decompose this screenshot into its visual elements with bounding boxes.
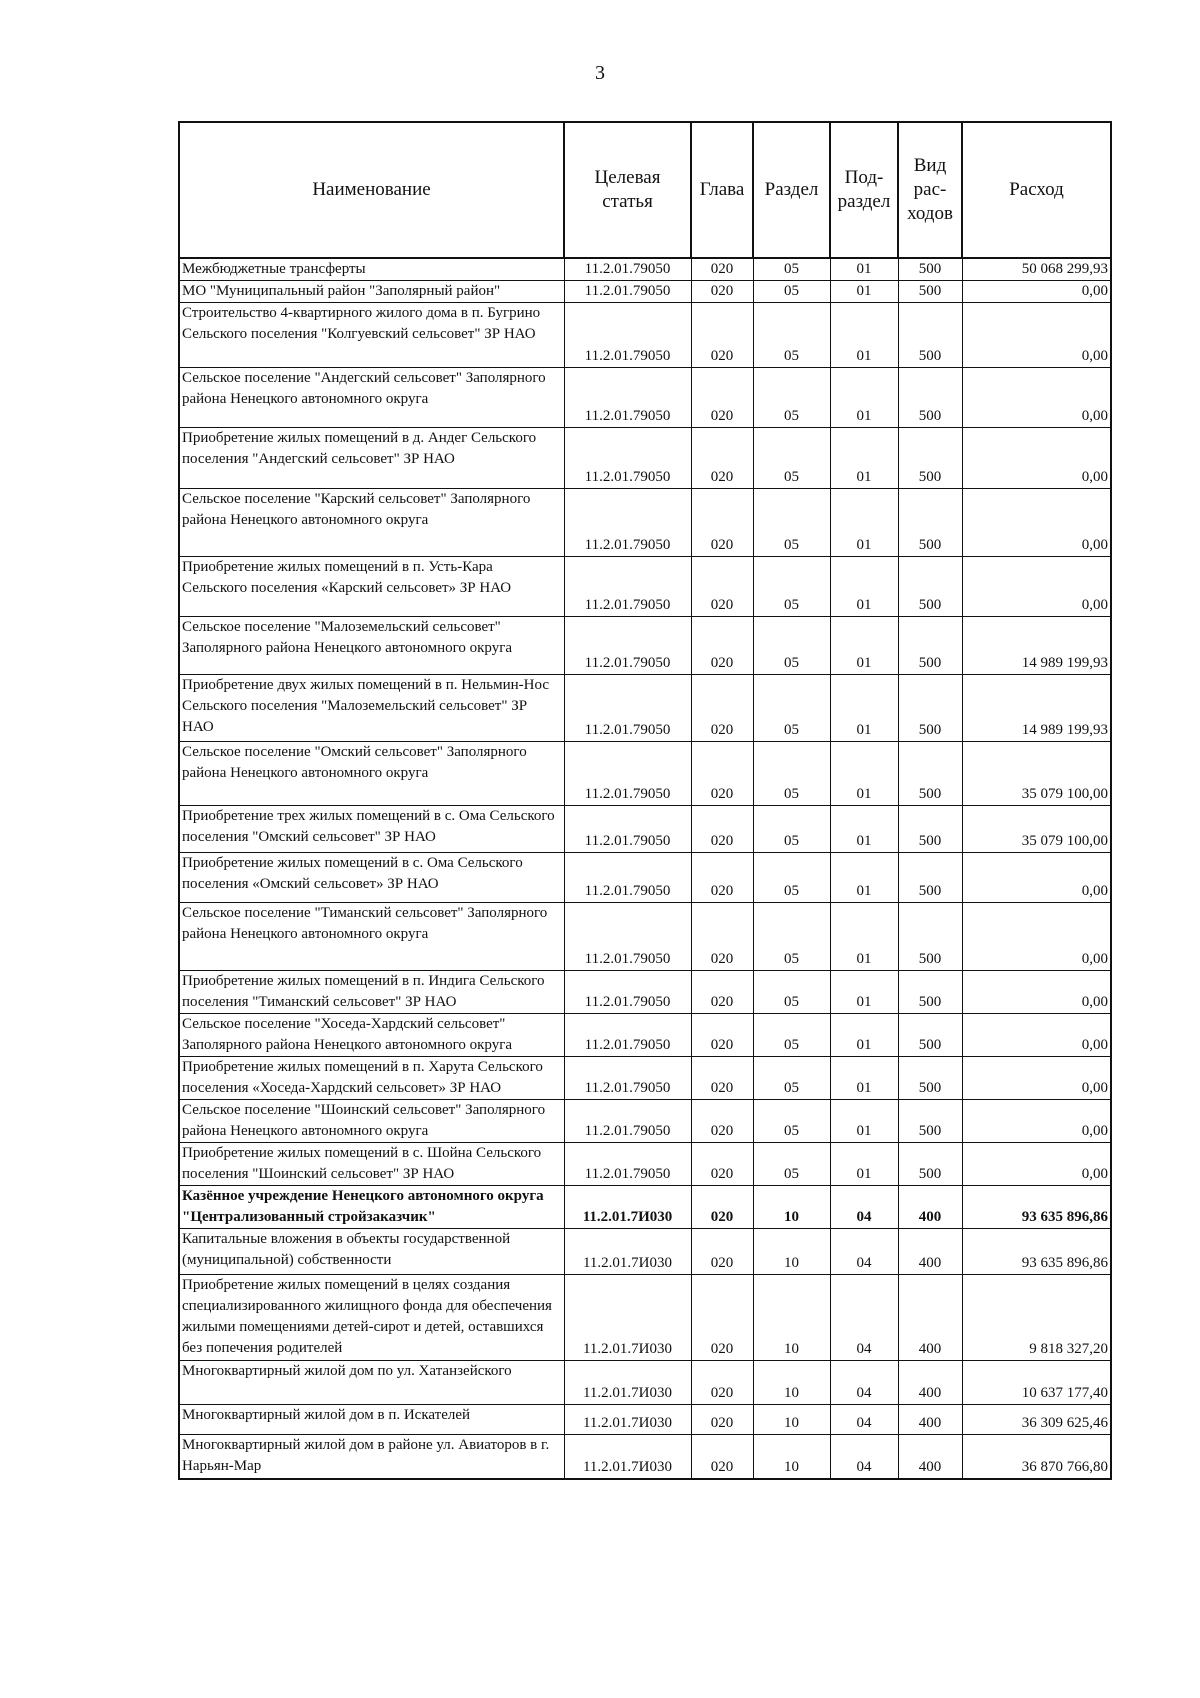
row-target-cell: 11.2.01.79050	[564, 281, 691, 303]
budget-table	[178, 121, 1112, 1480]
row-section-cell: 05	[753, 281, 830, 303]
row-section-cell: 05	[753, 903, 830, 971]
row-subsection-cell: 01	[830, 617, 898, 675]
row-subsection-cell: 01	[830, 675, 898, 742]
row-section-cell: 05	[753, 617, 830, 675]
row-chapter-cell: 020	[691, 428, 753, 489]
row-subsection-cell: 01	[830, 1143, 898, 1186]
row-name-cell: МО "Муниципальный район "Заполярный район"	[179, 281, 564, 303]
row-expense-type-cell: 500	[898, 806, 962, 853]
row-name-cell: Сельское поселение "Карский сельсовет" Заполярного района Ненецкого автономного округа	[179, 489, 564, 557]
row-subsection-cell: 01	[830, 489, 898, 557]
table-row	[179, 1057, 1111, 1100]
row-amount-cell: 0,00	[962, 368, 1111, 428]
row-section-cell: 05	[753, 971, 830, 1014]
row-expense-type-cell: 500	[898, 675, 962, 742]
row-expense-type-cell: 500	[898, 742, 962, 806]
table-row	[179, 1100, 1111, 1143]
header-expense-type: Вид рас-ходов	[898, 122, 962, 258]
row-target-cell: 11.2.01.79050	[564, 557, 691, 617]
page-number: 3	[595, 62, 605, 84]
row-chapter-cell: 020	[691, 1143, 753, 1186]
row-amount-cell: 0,00	[962, 281, 1111, 303]
row-section-cell: 05	[753, 557, 830, 617]
table-row	[179, 428, 1111, 489]
header-chapter: Глава	[691, 122, 753, 258]
row-section-cell: 10	[753, 1186, 830, 1229]
row-name-cell: Приобретение жилых помещений в с. Шойна Сельского поселения "Шоинский сельсовет" ЗР НАО	[179, 1143, 564, 1186]
row-amount-cell: 0,00	[962, 489, 1111, 557]
row-chapter-cell: 020	[691, 303, 753, 368]
row-amount-cell: 93 635 896,86	[962, 1186, 1111, 1229]
row-subsection-cell: 01	[830, 1100, 898, 1143]
row-subsection-cell: 01	[830, 557, 898, 617]
row-expense-type-cell: 400	[898, 1361, 962, 1405]
row-target-cell: 11.2.01.79050	[564, 1143, 691, 1186]
header-amount: Расход	[962, 122, 1111, 258]
row-name-cell: Приобретение жилых помещений в п. Харута Сельского поселения «Хоседа-Хардский сельсовет» ЗР НАО	[179, 1057, 564, 1100]
row-section-cell: 10	[753, 1361, 830, 1405]
row-chapter-cell: 020	[691, 1275, 753, 1361]
table-row	[179, 806, 1111, 853]
row-amount-cell: 93 635 896,86	[962, 1229, 1111, 1275]
table-row	[179, 742, 1111, 806]
row-amount-cell: 0,00	[962, 1100, 1111, 1143]
row-subsection-cell: 01	[830, 303, 898, 368]
row-name-cell: Многоквартирный жилой дом в п. Искателей	[179, 1405, 564, 1435]
row-target-cell: 11.2.01.79050	[564, 368, 691, 428]
row-expense-type-cell: 500	[898, 489, 962, 557]
row-expense-type-cell: 500	[898, 1100, 962, 1143]
row-name-cell: Приобретение жилых помещений в с. Ома Сельского поселения «Омский сельсовет» ЗР НАО	[179, 853, 564, 903]
row-target-cell: 11.2.01.79050	[564, 1057, 691, 1100]
row-amount-cell: 14 989 199,93	[962, 675, 1111, 742]
row-subsection-cell: 01	[830, 1057, 898, 1100]
row-target-cell: 11.2.01.79050	[564, 489, 691, 557]
row-chapter-cell: 020	[691, 258, 753, 281]
row-amount-cell: 36 309 625,46	[962, 1405, 1111, 1435]
row-section-cell: 10	[753, 1275, 830, 1361]
table-row	[179, 258, 1111, 281]
row-subsection-cell: 04	[830, 1229, 898, 1275]
row-amount-cell: 0,00	[962, 1143, 1111, 1186]
row-name-cell: Сельское поселение "Хоседа-Хардский сельсовет" Заполярного района Ненецкого автономного округа	[179, 1014, 564, 1057]
row-section-cell: 05	[753, 1143, 830, 1186]
row-target-cell: 11.2.01.79050	[564, 806, 691, 853]
row-expense-type-cell: 500	[898, 1057, 962, 1100]
table-header	[179, 122, 1111, 258]
table-row	[179, 281, 1111, 303]
header-subsection: Под-раздел	[830, 122, 898, 258]
row-name-cell: Капитальные вложения в объекты государственной (муниципальной) собственности	[179, 1229, 564, 1275]
row-section-cell: 05	[753, 853, 830, 903]
table-row	[179, 1143, 1111, 1186]
row-subsection-cell: 01	[830, 1014, 898, 1057]
row-chapter-cell: 020	[691, 971, 753, 1014]
row-amount-cell: 0,00	[962, 971, 1111, 1014]
row-amount-cell: 35 079 100,00	[962, 806, 1111, 853]
row-amount-cell: 0,00	[962, 557, 1111, 617]
row-expense-type-cell: 500	[898, 258, 962, 281]
row-chapter-cell: 020	[691, 617, 753, 675]
row-subsection-cell: 01	[830, 903, 898, 971]
row-expense-type-cell: 500	[898, 903, 962, 971]
table-row	[179, 1275, 1111, 1361]
table-row	[179, 303, 1111, 368]
row-name-cell: Приобретение жилых помещений в целях создания специализированного жилищного фонда для обеспечения жилыми помещениями детей-сирот и детей, оставшихся без попечения родителей	[179, 1275, 564, 1361]
table-row	[179, 1014, 1111, 1057]
row-chapter-cell: 020	[691, 853, 753, 903]
row-chapter-cell: 020	[691, 281, 753, 303]
row-name-cell: Строительство 4-квартирного жилого дома в п. Бугрино Сельского поселения "Колгуевский сельсовет" ЗР НАО	[179, 303, 564, 368]
row-amount-cell: 0,00	[962, 853, 1111, 903]
row-target-cell: 11.2.01.79050	[564, 1100, 691, 1143]
row-target-cell: 11.2.01.79050	[564, 428, 691, 489]
row-section-cell: 05	[753, 1014, 830, 1057]
row-amount-cell: 50 068 299,93	[962, 258, 1111, 281]
row-subsection-cell: 04	[830, 1275, 898, 1361]
row-expense-type-cell: 500	[898, 557, 962, 617]
row-subsection-cell: 01	[830, 742, 898, 806]
row-expense-type-cell: 500	[898, 428, 962, 489]
row-subsection-cell: 01	[830, 428, 898, 489]
row-chapter-cell: 020	[691, 489, 753, 557]
row-target-cell: 11.2.01.7И030	[564, 1229, 691, 1275]
row-target-cell: 11.2.01.79050	[564, 903, 691, 971]
row-expense-type-cell: 400	[898, 1405, 962, 1435]
row-chapter-cell: 020	[691, 1057, 753, 1100]
row-section-cell: 05	[753, 258, 830, 281]
row-chapter-cell: 020	[691, 1229, 753, 1275]
row-amount-cell: 35 079 100,00	[962, 742, 1111, 806]
row-amount-cell: 0,00	[962, 428, 1111, 489]
row-amount-cell: 9 818 327,20	[962, 1275, 1111, 1361]
row-expense-type-cell: 400	[898, 1435, 962, 1479]
row-amount-cell: 0,00	[962, 903, 1111, 971]
table-row	[179, 557, 1111, 617]
row-target-cell: 11.2.01.79050	[564, 675, 691, 742]
row-subsection-cell: 01	[830, 853, 898, 903]
row-name-cell: Сельское поселение "Шоинский сельсовет" Заполярного района Ненецкого автономного округа	[179, 1100, 564, 1143]
row-subsection-cell: 01	[830, 806, 898, 853]
header-section: Раздел	[753, 122, 830, 258]
row-subsection-cell: 04	[830, 1186, 898, 1229]
row-chapter-cell: 020	[691, 1435, 753, 1479]
table-row	[179, 1405, 1111, 1435]
row-chapter-cell: 020	[691, 675, 753, 742]
table-row	[179, 853, 1111, 903]
row-expense-type-cell: 500	[898, 971, 962, 1014]
row-expense-type-cell: 400	[898, 1229, 962, 1275]
row-expense-type-cell: 500	[898, 1143, 962, 1186]
table-row	[179, 489, 1111, 557]
row-target-cell: 11.2.01.7И030	[564, 1435, 691, 1479]
table-row	[179, 1186, 1111, 1229]
row-expense-type-cell: 400	[898, 1275, 962, 1361]
row-target-cell: 11.2.01.79050	[564, 1014, 691, 1057]
row-amount-cell: 14 989 199,93	[962, 617, 1111, 675]
row-section-cell: 05	[753, 1057, 830, 1100]
row-section-cell: 05	[753, 368, 830, 428]
table-row	[179, 368, 1111, 428]
row-amount-cell: 0,00	[962, 1057, 1111, 1100]
row-name-cell: Многоквартирный жилой дом в районе ул. Авиаторов в г. Нарьян-Мар	[179, 1435, 564, 1479]
table-row	[179, 617, 1111, 675]
row-amount-cell: 0,00	[962, 1014, 1111, 1057]
row-expense-type-cell: 500	[898, 368, 962, 428]
row-name-cell: Многоквартирный жилой дом по ул. Хатанзейского	[179, 1361, 564, 1405]
row-amount-cell: 10 637 177,40	[962, 1361, 1111, 1405]
row-chapter-cell: 020	[691, 806, 753, 853]
row-subsection-cell: 04	[830, 1405, 898, 1435]
row-section-cell: 05	[753, 489, 830, 557]
table-row	[179, 1435, 1111, 1479]
table-row	[179, 903, 1111, 971]
row-expense-type-cell: 500	[898, 617, 962, 675]
row-name-cell: Приобретение жилых помещений в п. Индига Сельского поселения "Тиманский сельсовет" ЗР НАО	[179, 971, 564, 1014]
table-row	[179, 1229, 1111, 1275]
row-target-cell: 11.2.01.79050	[564, 303, 691, 368]
row-name-cell: Приобретение жилых помещений в д. Андег Сельского поселения "Андегский сельсовет" ЗР НАО	[179, 428, 564, 489]
table-row	[179, 1361, 1111, 1405]
row-section-cell: 05	[753, 675, 830, 742]
row-chapter-cell: 020	[691, 1186, 753, 1229]
row-subsection-cell: 01	[830, 281, 898, 303]
row-target-cell: 11.2.01.79050	[564, 853, 691, 903]
row-section-cell: 05	[753, 1100, 830, 1143]
row-section-cell: 05	[753, 742, 830, 806]
row-amount-cell: 36 870 766,80	[962, 1435, 1111, 1479]
row-name-cell: Сельское поселение "Омский сельсовет" Заполярного района Ненецкого автономного округа	[179, 742, 564, 806]
row-name-cell: Приобретение трех жилых помещений в с. Ома Сельского поселения "Омский сельсовет" ЗР НАО	[179, 806, 564, 853]
row-target-cell: 11.2.01.79050	[564, 971, 691, 1014]
row-target-cell: 11.2.01.7И030	[564, 1405, 691, 1435]
row-expense-type-cell: 400	[898, 1186, 962, 1229]
row-target-cell: 11.2.01.7И030	[564, 1186, 691, 1229]
row-expense-type-cell: 500	[898, 853, 962, 903]
row-target-cell: 11.2.01.79050	[564, 258, 691, 281]
row-name-cell: Приобретение жилых помещений в п. Усть-Кара Сельского поселения «Карский сельсовет» ЗР НАО	[179, 557, 564, 617]
row-section-cell: 10	[753, 1229, 830, 1275]
row-subsection-cell: 04	[830, 1361, 898, 1405]
row-subsection-cell: 01	[830, 258, 898, 281]
row-chapter-cell: 020	[691, 557, 753, 617]
row-expense-type-cell: 500	[898, 281, 962, 303]
row-chapter-cell: 020	[691, 1405, 753, 1435]
row-subsection-cell: 04	[830, 1435, 898, 1479]
row-name-cell: Сельское поселение "Малоземельский сельсовет" Заполярного района Ненецкого автономного округа	[179, 617, 564, 675]
header-name: Наименование	[179, 122, 564, 258]
row-name-cell: Казённое учреждение Ненецкого автономного округа "Централизованный стройзаказчик"	[179, 1186, 564, 1229]
row-name-cell: Сельское поселение "Андегский сельсовет" Заполярного района Ненецкого автономного округа	[179, 368, 564, 428]
row-target-cell: 11.2.01.7И030	[564, 1275, 691, 1361]
row-chapter-cell: 020	[691, 1100, 753, 1143]
row-chapter-cell: 020	[691, 368, 753, 428]
table-row	[179, 675, 1111, 742]
row-expense-type-cell: 500	[898, 303, 962, 368]
row-name-cell: Приобретение двух жилых помещений в п. Нельмин-Нос Сельского поселения "Малоземельский сельсовет" ЗР НАО	[179, 675, 564, 742]
header-target: Целевая статья	[564, 122, 691, 258]
row-chapter-cell: 020	[691, 903, 753, 971]
row-expense-type-cell: 500	[898, 1014, 962, 1057]
row-target-cell: 11.2.01.79050	[564, 742, 691, 806]
row-chapter-cell: 020	[691, 1361, 753, 1405]
row-subsection-cell: 01	[830, 971, 898, 1014]
row-subsection-cell: 01	[830, 368, 898, 428]
row-section-cell: 10	[753, 1435, 830, 1479]
row-target-cell: 11.2.01.79050	[564, 617, 691, 675]
table-body	[179, 258, 1111, 1479]
row-chapter-cell: 020	[691, 742, 753, 806]
row-chapter-cell: 020	[691, 1014, 753, 1057]
row-section-cell: 05	[753, 806, 830, 853]
row-amount-cell: 0,00	[962, 303, 1111, 368]
row-target-cell: 11.2.01.7И030	[564, 1361, 691, 1405]
row-name-cell: Межбюджетные трансферты	[179, 258, 564, 281]
row-name-cell: Сельское поселение "Тиманский сельсовет" Заполярного района Ненецкого автономного округа	[179, 903, 564, 971]
row-section-cell: 10	[753, 1405, 830, 1435]
table-row	[179, 971, 1111, 1014]
row-section-cell: 05	[753, 428, 830, 489]
row-section-cell: 05	[753, 303, 830, 368]
